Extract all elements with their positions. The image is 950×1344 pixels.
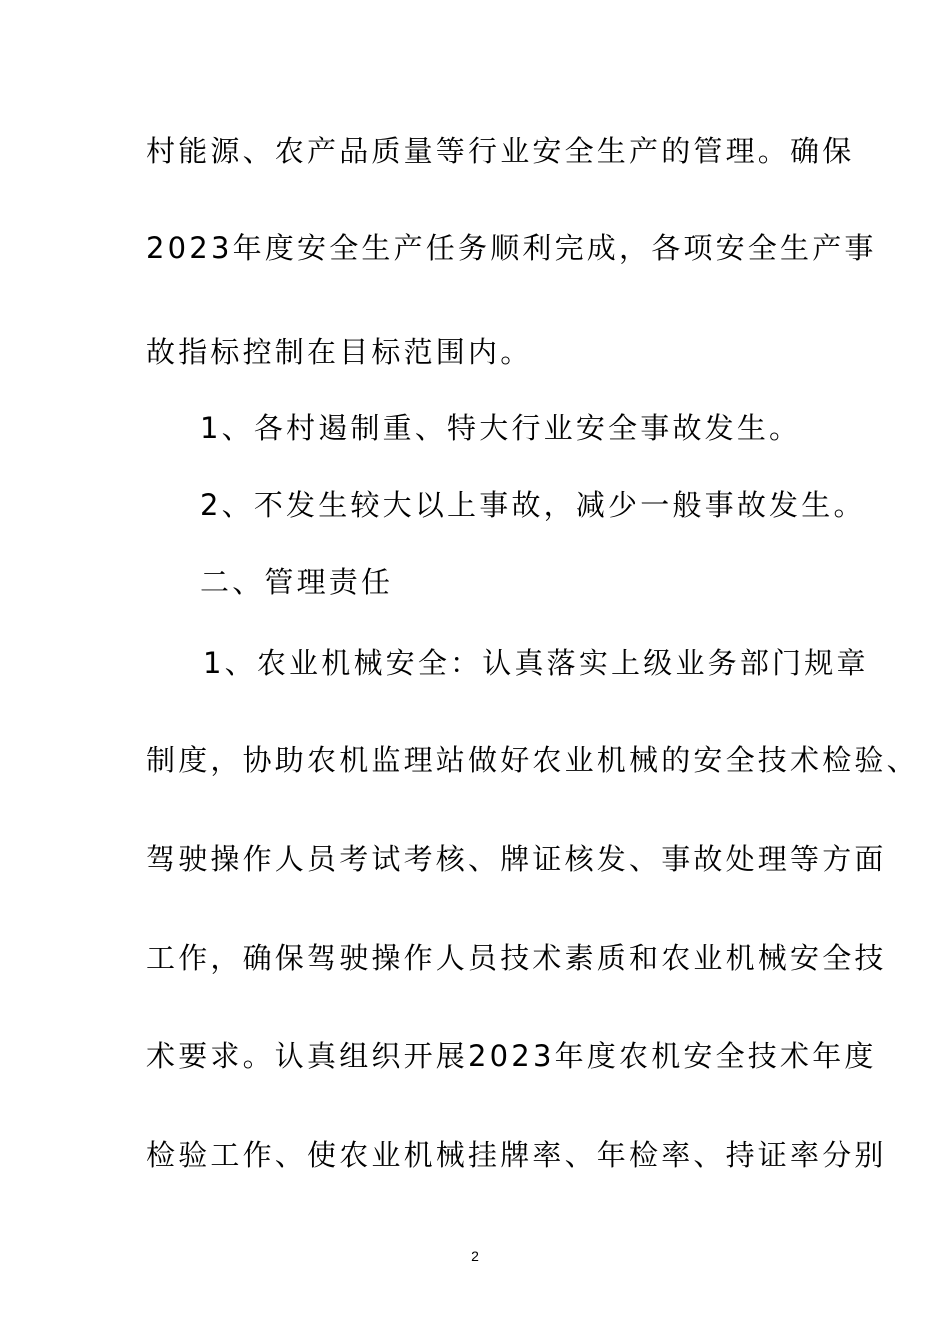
body-line: 故指标控制在目标范围内。 [146,335,533,369]
section-heading: 二、管理责任 [200,565,394,599]
list-item: 2、不发生较大以上事故，减少一般事故发生。 [200,488,866,522]
body-line: 制度，协助农机监理站做好农业机械的安全技术检验、 [146,743,919,777]
body-line: 1、农业机械安全：认真落实上级业务部门规章 [203,646,869,680]
body-line: 2023年度安全生产任务顺利完成，各项安全生产事 [146,231,877,265]
body-line: 检验工作、使农业机械挂牌率、年检率、持证率分别 [146,1138,887,1172]
body-line: 工作，确保驾驶操作人员技术素质和农业机械安全技 [146,941,887,975]
body-line: 术要求。认真组织开展2023年度农机安全技术年度 [146,1039,877,1073]
body-line: 村能源、农产品质量等行业安全生产的管理。确保 [146,134,855,168]
body-line: 驾驶操作人员考试考核、牌证核发、事故处理等方面 [146,842,887,876]
page-number: 2 [471,1248,479,1264]
list-item: 1、各村遏制重、特大行业安全事故发生。 [200,411,802,445]
